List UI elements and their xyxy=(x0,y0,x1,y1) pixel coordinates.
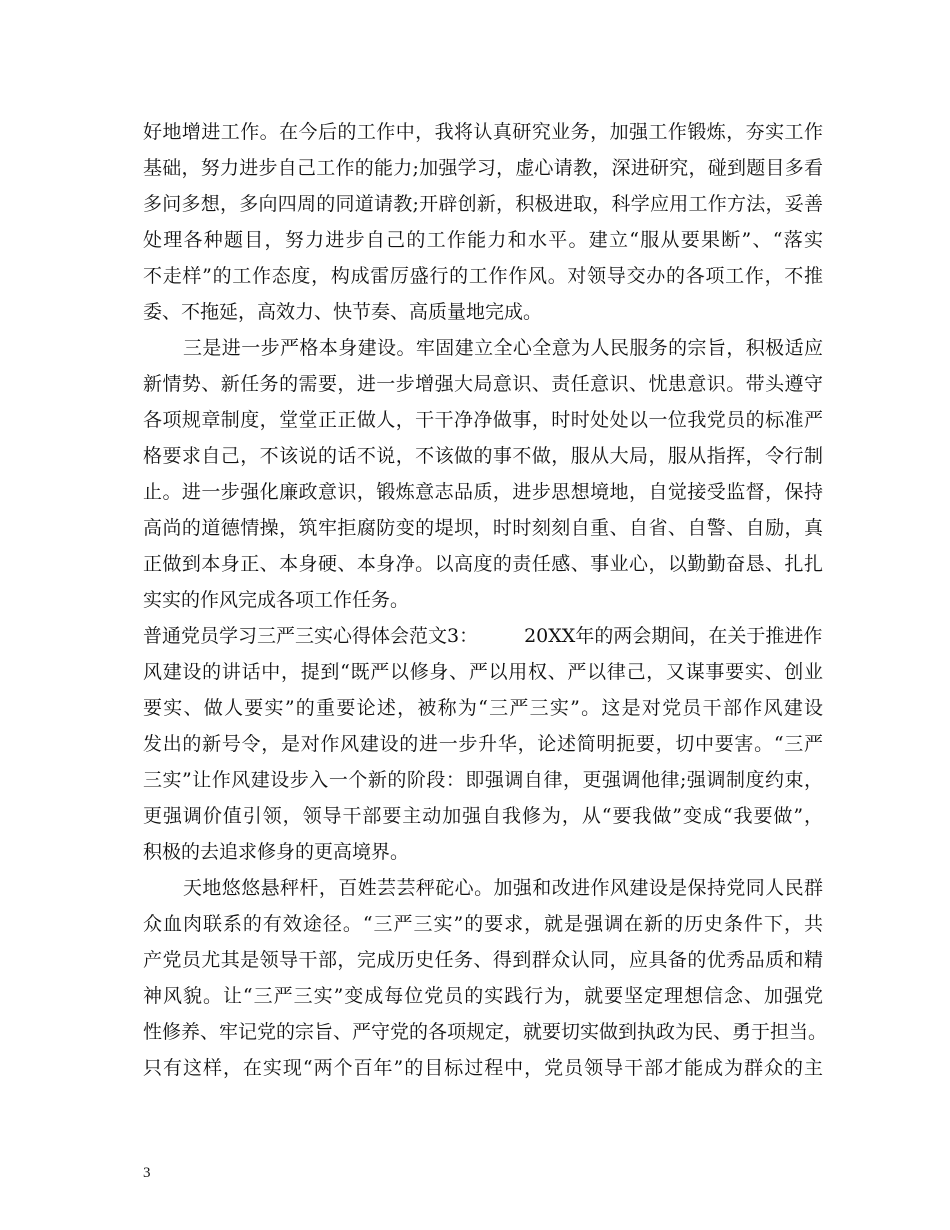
text-line: 要实、做人要实”的重要论述，被称为“三严三实”。这是对党员干部作风建设 xyxy=(143,697,823,719)
text-line: 多问多想，多向四周的同道请教;开辟创新，积极进取，科学应用工作方法，妥善 xyxy=(143,193,823,215)
text-line: 各项规章制度，堂堂正正做人，干干净净做事，时时处处以一位我党员的标准严 xyxy=(143,409,823,431)
page-number: 3 xyxy=(143,1165,151,1181)
text-line: 神风貌。让“三严三实”变成每位党员的实践行为，就要坚定理想信念、加强党 xyxy=(143,985,823,1007)
text-line: 积极的去追求修身的更高境界。 xyxy=(143,841,410,863)
section-heading: 普通党员学习三严三实心得体会范文3： xyxy=(143,625,479,647)
text-line: 好地增进工作。在今后的工作中，我将认真研究业务，加强工作锻炼，夯实工作 xyxy=(143,121,823,143)
section-heading-line xyxy=(143,618,823,654)
text-line: 实实的作风完成各项工作任务。 xyxy=(143,589,410,611)
text-line: 新情势、新任务的需要，进一步增强大局意识、责任意识、忧患意识。带头遵守 xyxy=(143,373,823,395)
text-line: 处理各种题目，努力进步自己的工作能力和水平。建立“服从要果断”、“落实 xyxy=(143,229,823,251)
text-line: 高尚的道德情操，筑牢拒腐防变的堤坝，时时刻刻自重、自省、自警、自励，真 xyxy=(143,517,823,539)
text-line: 只有这样，在实现“两个百年”的目标过程中，党员领导干部才能成为群众的主 xyxy=(143,1057,823,1079)
text-line: 产党员尤其是领导干部，完成历史任务、得到群众认同，应具备的优秀品质和精 xyxy=(143,949,823,971)
text-line: 基础，努力进步自己工作的能力;加强学习，虚心请教，深进研究，碰到题目多看 xyxy=(143,157,823,179)
text-line: 性修养、牢记党的宗旨、严守党的各项规定，就要切实做到执政为民、勇于担当。 xyxy=(143,1021,828,1043)
text-line: 三是进一步严格本身建设。牢固建立全心全意为人民服务的宗旨，积极适应 xyxy=(183,337,823,359)
section-first-text: 20XX年的两会期间，在关于推进作 xyxy=(524,625,823,647)
text-line: 格要求自己，不该说的话不说，不该做的事不做，服从大局，服从指挥，令行制 xyxy=(143,445,823,467)
text-line: 不走样”的工作态度，构成雷厉盛行的工作作风。对领导交办的各项工作，不推 xyxy=(143,265,823,287)
text-line: 天地悠悠悬秤杆，百姓芸芸秤砣心。加强和改进作风建设是保持党同人民群 xyxy=(183,877,823,899)
text-line: 众血肉联系的有效途径。“三严三实”的要求，就是强调在新的历史条件下，共 xyxy=(143,913,823,935)
text-line: 风建设的讲话中，提到“既严以修身、严以用权、严以律己，又谋事要实、创业 xyxy=(143,661,823,683)
text-line: 三实”让作风建设步入一个新的阶段：即强调自律，更强调他律;强调制度约束， xyxy=(143,769,823,791)
text-line: 发出的新号令，是对作风建设的进一步升华，论述简明扼要，切中要害。“三严 xyxy=(143,733,823,755)
text-line: 委、不拖延，高效力、快节奏、高质量地完成。 xyxy=(143,301,543,323)
text-line: 更强调价值引领，领导干部要主动加强自我修为，从“要我做”变成“我要做”， xyxy=(143,805,823,827)
text-line: 止。进一步强化廉政意识，锻炼意志品质，进步思想境地，自觉接受监督，保持 xyxy=(143,481,823,503)
text-line: 正做到本身正、本身硬、本身净。以高度的责任感、事业心，以勤勤奋恳、扎扎 xyxy=(143,553,823,575)
body-text xyxy=(143,114,828,1086)
